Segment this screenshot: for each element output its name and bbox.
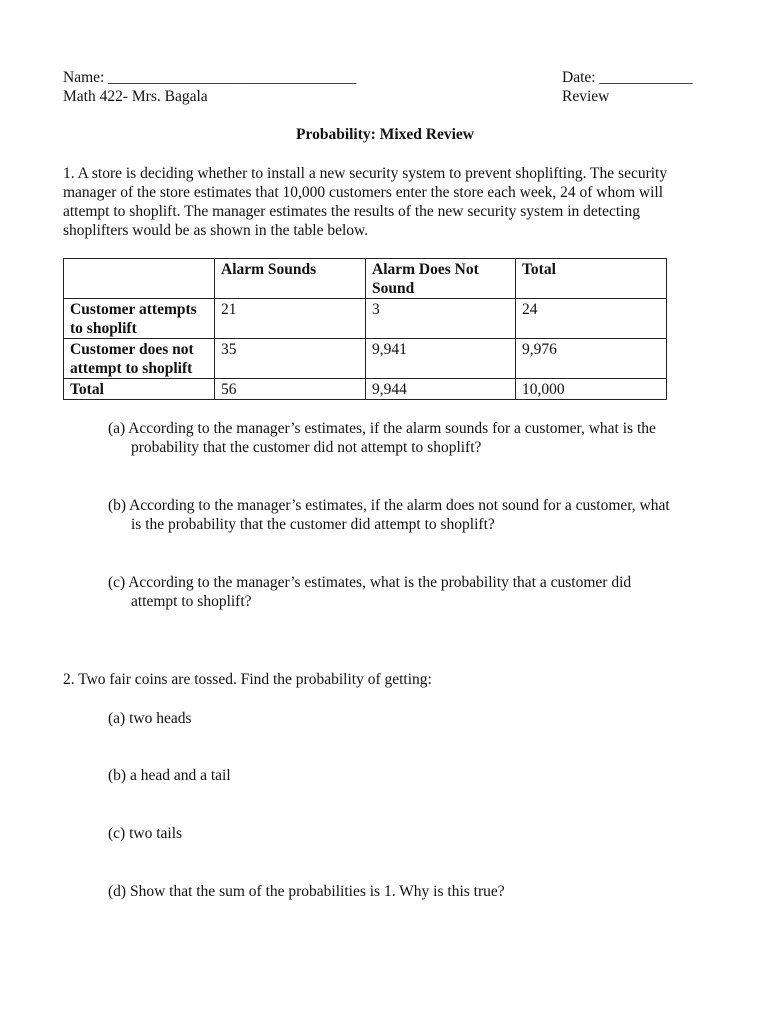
table-header-cell: Alarm Sounds (215, 259, 366, 299)
question-2a: (a) two heads (108, 710, 192, 727)
table-header-cell: Alarm Does Not Sound (366, 259, 516, 299)
question-1c-line: attempt to shoplift? (131, 593, 252, 610)
question-1a (108, 419, 718, 457)
table-cell: 24 (516, 299, 667, 339)
question-1a-line: (a) According to the manager’s estimates, if the alarm sounds for a customer, what is the (108, 420, 656, 437)
table-cell: 9,944 (366, 379, 516, 400)
table-cell: 3 (366, 299, 516, 339)
name-field-label: Name: ________________________________ (63, 69, 357, 86)
question-1b-line: (b) According to the manager’s estimates, if the alarm does not sound for a customer, what (108, 497, 670, 514)
question-1a-line: probability that the customer did not attempt to shoplift? (131, 439, 482, 456)
question-1c (108, 573, 718, 611)
page-title: Probability: Mixed Review (296, 126, 474, 143)
table-total-row (64, 379, 667, 400)
date-field-label: Date: ____________ (562, 69, 693, 86)
question-1b-line: is the probability that the customer did attempt to shoplift? (131, 516, 495, 533)
table-cell: 35 (215, 339, 366, 379)
table-row (64, 299, 667, 339)
table-header-row (64, 259, 667, 299)
table-cell: 56 (215, 379, 366, 400)
table-row-label: Customer does not attempt to shoplift (64, 339, 215, 379)
question-2d: (d) Show that the sum of the probabilities is 1. Why is this true? (108, 883, 505, 900)
question-1-line: 1. A store is deciding whether to install a new security system to prevent shoplifting. The security (63, 165, 668, 182)
review-label: Review (562, 88, 610, 105)
question-1-line: manager of the store estimates that 10,000 customers enter the store each week, 24 of whom will (63, 184, 664, 201)
table-cell: 9,941 (366, 339, 516, 379)
table-header-cell: Total (516, 259, 667, 299)
table-header-cell-empty (64, 259, 215, 299)
question-2-text: 2. Two fair coins are tossed. Find the probability of getting: (63, 671, 432, 688)
table-cell: 10,000 (516, 379, 667, 400)
two-way-table (63, 258, 667, 400)
question-1-text (63, 164, 713, 240)
question-2c: (c) two tails (108, 825, 183, 842)
question-2b: (b) a head and a tail (108, 767, 231, 784)
table-cell: 21 (215, 299, 366, 339)
table-row (64, 339, 667, 379)
table-cell: 9,976 (516, 339, 667, 379)
course-label: Math 422- Mrs. Bagala (63, 88, 208, 105)
question-1-line: shoplifters would be as shown in the table below. (63, 222, 369, 239)
question-1-line: attempt to shoplift. The manager estimates the results of the new security system in detecting (63, 203, 640, 220)
question-1c-line: (c) According to the manager’s estimates, what is the probability that a customer did (108, 574, 632, 591)
table-row-label: Total (64, 379, 215, 400)
table-row-label: Customer attempts to shoplift (64, 299, 215, 339)
question-1b (108, 496, 718, 534)
